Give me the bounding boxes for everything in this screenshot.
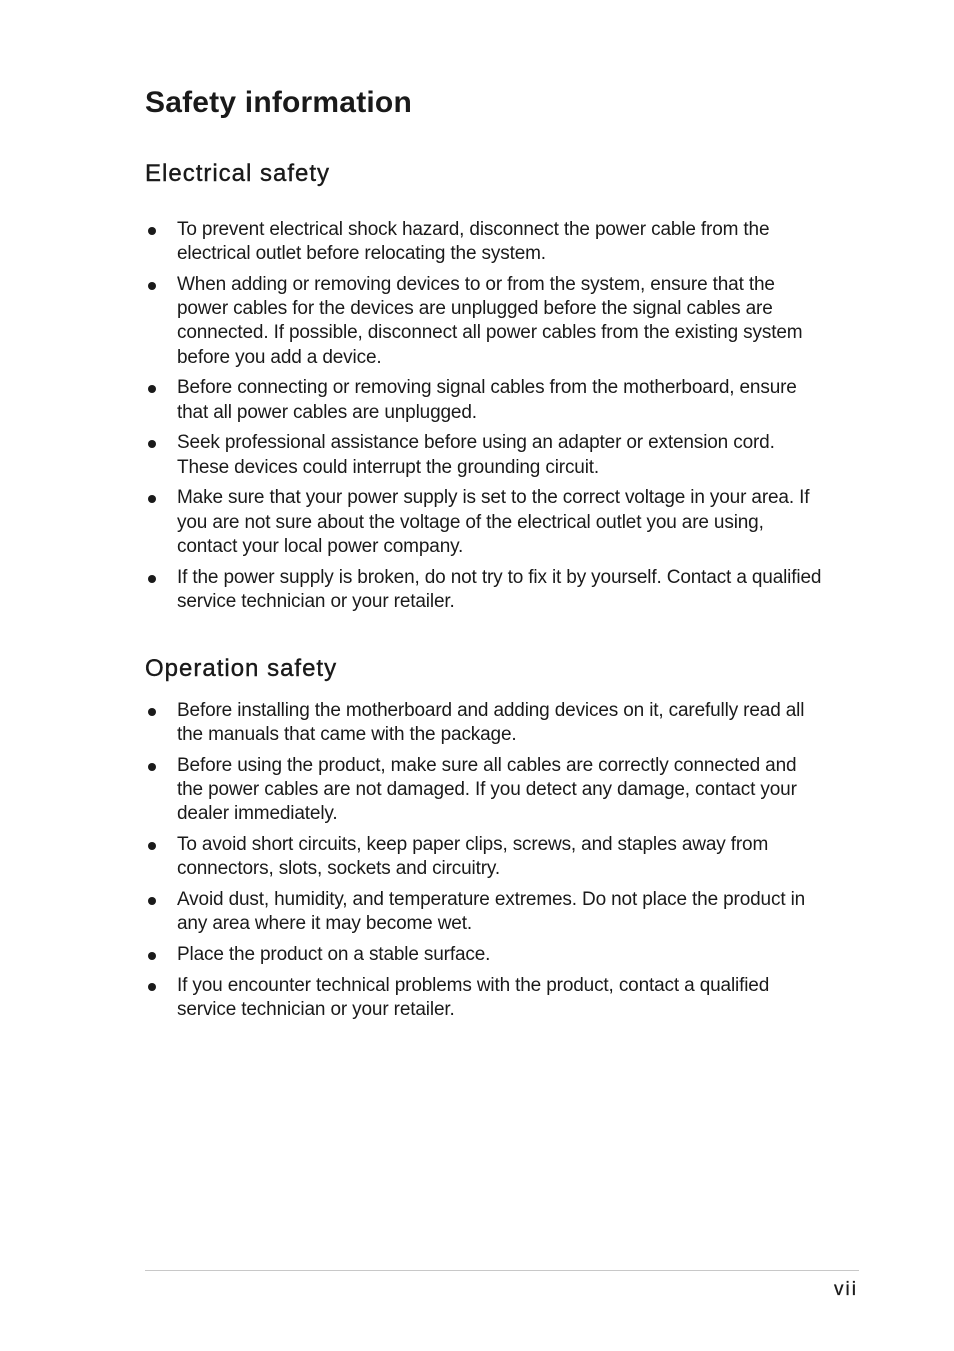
bullet-icon — [148, 495, 156, 503]
list-item — [145, 218, 825, 266]
footer-divider — [145, 1270, 859, 1271]
list-item-text: To prevent electrical shock hazard, disconnect the power cable from the electrical outlet before relocating the system. — [177, 219, 770, 265]
list-item-text: If the power supply is broken, do not try to fix it by yourself. Contact a qualified service technician or your retailer. — [177, 566, 822, 612]
bullet-icon — [148, 440, 156, 448]
list-item-text: Make sure that your power supply is set to the correct voltage in your area. If you are not sure about the voltage of the electrical outlet you are using, contact your local power company. — [177, 487, 810, 557]
page-number: vii — [834, 1279, 858, 1300]
list-item — [145, 486, 825, 559]
electrical-safety-list — [145, 218, 825, 621]
list-item — [145, 699, 825, 747]
list-item-text: Before installing the motherboard and adding devices on it, carefully read all the manuals that came with the package. — [177, 700, 805, 746]
list-item — [145, 431, 825, 479]
list-item — [145, 833, 825, 881]
list-item — [145, 888, 825, 936]
bullet-icon — [148, 763, 156, 771]
bullet-icon — [148, 897, 156, 905]
list-item-text: When adding or removing devices to or from the system, ensure that the power cables for the devices are unplugged before the signal cables are connected. If possible, disconnect all power cables from the existing system before you add a device. — [177, 274, 803, 368]
list-item-text: Avoid dust, humidity, and temperature extremes. Do not place the product in any area where it may become wet. — [177, 889, 806, 935]
bullet-icon — [148, 575, 156, 583]
list-item-text: If you encounter technical problems with the product, contact a qualified service technician or your retailer. — [177, 975, 770, 1021]
bullet-icon — [148, 708, 156, 716]
bullet-icon — [148, 227, 156, 235]
bullet-icon — [148, 952, 156, 960]
list-item — [145, 943, 825, 967]
list-item-text: Seek professional assistance before using an adapter or extension cord. These devices could interrupt the grounding circuit. — [177, 432, 775, 478]
section-title-electrical-safety: Electrical safety — [145, 160, 331, 187]
bullet-icon — [148, 842, 156, 850]
list-item-text: Before connecting or removing signal cables from the motherboard, ensure that all power cables are unplugged. — [177, 377, 797, 423]
list-item-text: Place the product on a stable surface. — [177, 944, 491, 966]
list-item — [145, 376, 825, 424]
list-item-text: To avoid short circuits, keep paper clips, screws, and staples away from connectors, slots, sockets and circuitry. — [177, 834, 769, 880]
bullet-icon — [148, 282, 156, 290]
bullet-icon — [148, 983, 156, 991]
bullet-icon — [148, 385, 156, 393]
operation-safety-list — [145, 699, 825, 1029]
section-title-operation-safety: Operation safety — [145, 655, 338, 682]
list-item — [145, 974, 825, 1022]
list-item — [145, 566, 825, 614]
list-item-text: Before using the product, make sure all cables are correctly connected and the power cables are not damaged. If you detect any damage, contact your dealer immediately. — [177, 755, 797, 825]
list-item — [145, 754, 825, 827]
list-item — [145, 273, 825, 370]
page-title: Safety information — [145, 86, 412, 119]
